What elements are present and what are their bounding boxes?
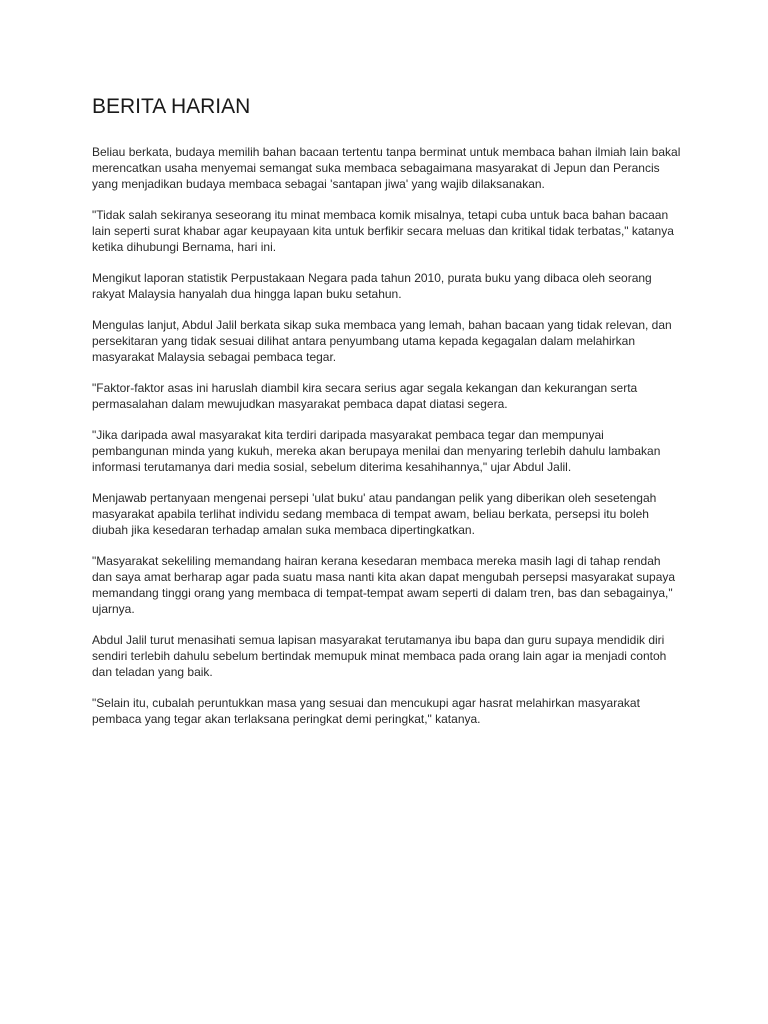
paragraph: Beliau berkata, budaya memilih bahan bacaan tertentu tanpa berminat untuk membaca bahan ilmiah lain bakal merencatkan usaha menyemai semangat suka membaca sebagaimana masyarakat di Jepun dan Perancis yang menjadikan budaya membaca sebagai 'santapan jiwa' yang wajib dilaksanakan. bbox=[92, 145, 681, 191]
paragraph: "Tidak salah sekiranya seseorang itu minat membaca komik misalnya, tetapi cuba untuk baca bahan bacaan lain seperti surat khabar agar keupayaan kita untuk berfikir secara meluas dan kritikal tidak terbatas," katanya ketika dihubungi Bernama, hari ini. bbox=[92, 208, 674, 254]
paragraph: Mengikut laporan statistik Perpustakaan Negara pada tahun 2010, purata buku yang dibaca oleh seorang rakyat Malaysia hanyalah dua hingga lapan buku setahun. bbox=[92, 271, 652, 301]
paragraph: Mengulas lanjut, Abdul Jalil berkata sikap suka membaca yang lemah, bahan bacaan yang tidak relevan, dan persekitaran yang tidak sesuai dilihat antara penyumbang utama kepada kegagalan dalam melahirkan masyarakat Malaysia sebagai pembaca tegar. bbox=[92, 318, 672, 364]
article-body bbox=[92, 94, 682, 742]
paragraph: "Selain itu, cubalah peruntukkan masa yang sesuai dan mencukupi agar hasrat melahirkan masyarakat pembaca yang tegar akan terlaksana peringkat demi peringkat," katanya. bbox=[92, 696, 640, 726]
paragraph: Abdul Jalil turut menasihati semua lapisan masyarakat terutamanya ibu bapa dan guru supaya mendidik diri sendiri terlebih dahulu sebelum bertindak memupuk minat membaca pada orang lain agar ia menjadi contoh dan teladan yang baik. bbox=[92, 633, 667, 679]
paragraph: Menjawab pertanyaan mengenai persepi 'ulat buku' atau pandangan pelik yang diberikan oleh sesetengah masyarakat apabila terlihat individu sedang membaca di tempat awam, beliau berkata, persepsi itu boleh diubah jika kesedaran terhadap amalan suka membaca dipertingkatkan. bbox=[92, 491, 657, 537]
paragraph: "Jika daripada awal masyarakat kita terdiri daripada masyarakat pembaca tegar dan mempunyai pembangunan minda yang kukuh, mereka akan berupaya menilai dan menyaring terlebih dahulu lambakan informasi terutamanya dari media sosial, sebelum diterima kesahihannya," ujar Abdul Jalil. bbox=[92, 428, 661, 474]
page-title: BERITA HARIAN bbox=[92, 95, 251, 118]
paragraph: "Faktor-faktor asas ini haruslah diambil kira secara serius agar segala kekangan dan kekurangan serta permasalahan dalam mewujudkan masyarakat pembaca dapat diatasi segera. bbox=[92, 381, 638, 411]
paragraph: "Masyarakat sekeliling memandang hairan kerana kesedaran membaca mereka masih lagi di tahap rendah dan saya amat berharap agar pada suatu masa nanti kita akan dapat mengubah persepsi masyarakat supaya memandang tinggi orang yang membaca di tempat-tempat awam seperti di dalam tren, bas dan sebagainya," ujarnya. bbox=[92, 554, 676, 616]
